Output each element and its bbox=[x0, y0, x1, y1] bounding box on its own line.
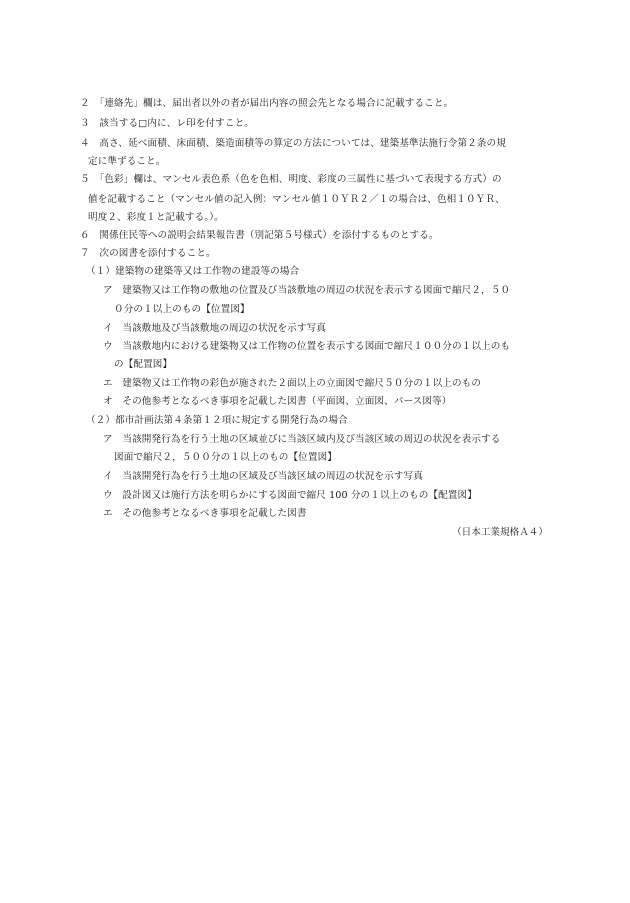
note-5-cont-2: 明度２、彩度１と記載する。）。 bbox=[88, 212, 224, 223]
note-2: ２ 「連絡先」欄は、届出者以外の者が届出内容の照会先となる場合に記載すること。 bbox=[80, 98, 454, 109]
section-2-item-a-cont: 図面で縮尺２，５００分の１以上のもの【位置図】 bbox=[114, 452, 337, 463]
note-6: ６ 関係住民等への説明会結果報告書（別記第５号様式）を添付するものとする。 bbox=[80, 230, 439, 241]
section-1-item-a-cont: ０分の１以上のもの【位置図】 bbox=[114, 304, 250, 315]
section-1-item-o: オ その他参考となるべき事項を記載した図書（平面図、立面図、パース図等） bbox=[103, 396, 452, 407]
note-3: ３ 該当する□内に、レ印を付すこと。 bbox=[80, 118, 254, 129]
section-2-heading: （２）都市計画法第４条第１２項に規定する開発行為の場合 bbox=[86, 415, 348, 426]
note-4-cont: 定に準ずること。 bbox=[88, 156, 166, 167]
section-1-item-i: イ 当該敷地及び当該敷地の周辺の状況を示す写真 bbox=[103, 323, 326, 334]
section-2-item-a: ア 当該開発行為を行う土地の区域並びに当該区域内及び当該区域の周辺の状況を表示する bbox=[103, 434, 501, 445]
note-5: ５ 「色彩」欄は、マンセル表色系（色を色相、明度、彩度の三属性に基づいて表現する方式）の bbox=[80, 174, 502, 185]
note-5-cont-1: 値を記載すること（マンセル値の記入例：マンセル値１０ＹＲ２／１の場合は、色相１０ＹＲ、 bbox=[88, 194, 505, 205]
section-1-item-u: ウ 当該敷地内における建築物又は工作物の位置を表示する図面で縮尺１００分の１以上のも bbox=[103, 341, 511, 352]
section-2-item-i: イ 当該開発行為を行う土地の区域及び当該区域の周辺の状況を示す写真 bbox=[103, 471, 423, 482]
note-4: ４ 高さ、延べ面積、床面積、築造面積等の算定の方法については、建築基準法施行令第２条の規 bbox=[80, 138, 506, 149]
section-1-item-u-cont: の【配置図】 bbox=[114, 359, 173, 370]
section-1-heading: （１）建築物の建築等又は工作物の建設等の場合 bbox=[86, 266, 300, 277]
paper-size-note: （日本工業規格Ａ４） bbox=[452, 527, 548, 538]
section-1-item-a: ア 建築物又は工作物の敷地の位置及び当該敷地の周辺の状況を表示する図面で縮尺２，５０ bbox=[103, 285, 511, 296]
section-1-item-e: エ 建築物又は工作物の彩色が施された２面以上の立面図で縮尺５０分の１以上のもの bbox=[103, 378, 482, 389]
section-2-item-u: ウ 設計図又は施行方法を明らかにする図面で縮尺 100 分の１以上のもの【配置図】 bbox=[103, 490, 477, 501]
note-7: ７ 次の図書を添付すること。 bbox=[80, 248, 216, 259]
section-2-item-e: エ その他参考となるべき事項を記載した図書 bbox=[103, 508, 307, 519]
